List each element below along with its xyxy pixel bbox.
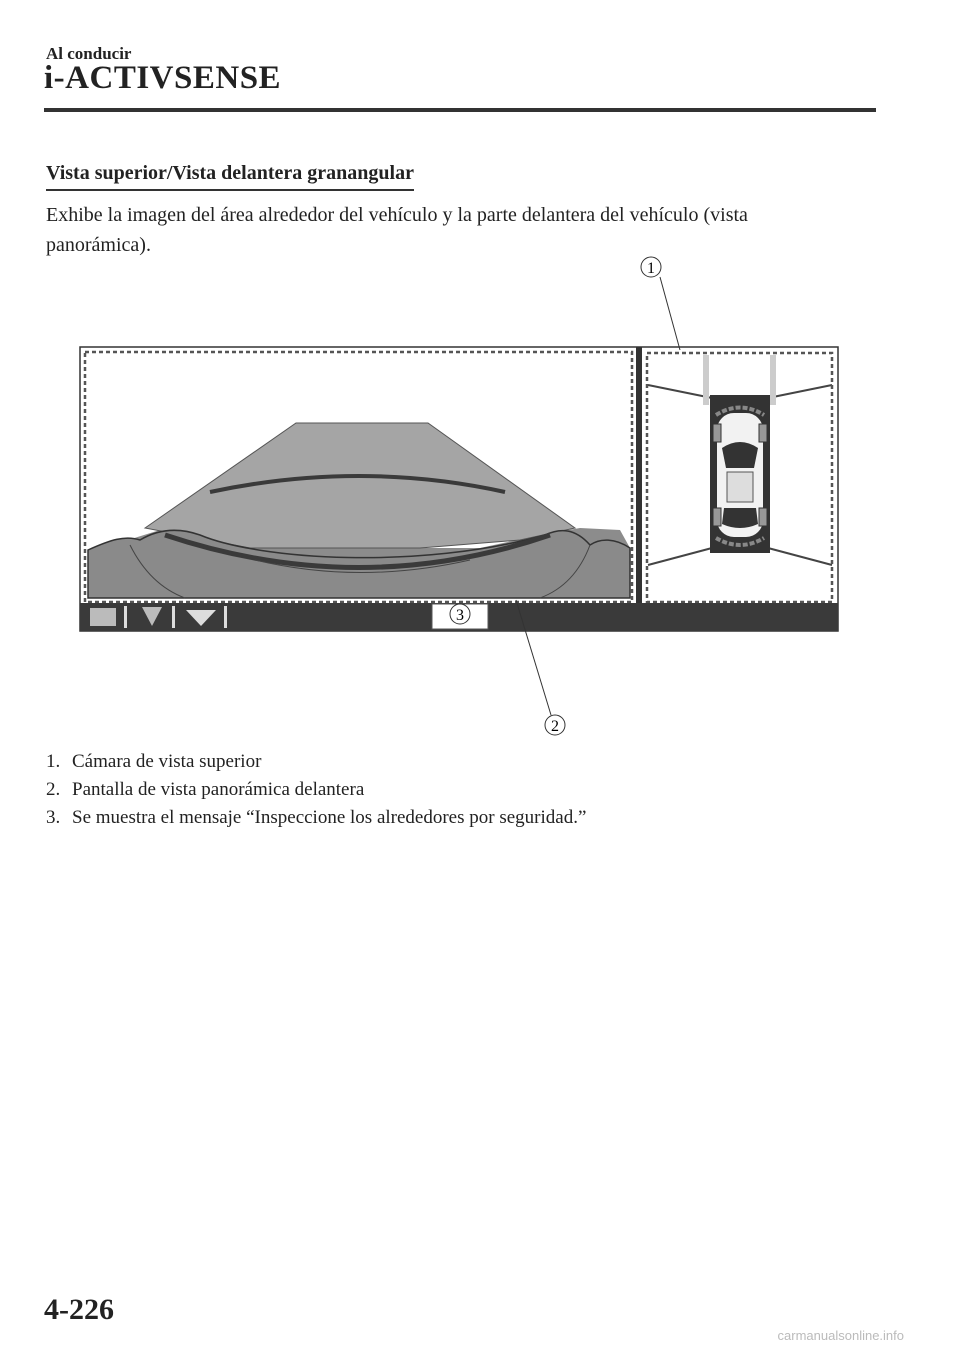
callout-3 xyxy=(450,604,470,624)
caption-number: 1. xyxy=(46,751,61,772)
svg-text:3: 3 xyxy=(456,607,464,624)
caption-number: 2. xyxy=(46,779,61,800)
svg-text:1: 1 xyxy=(647,260,655,277)
subheading: Vista superior/Vista delantera granangular xyxy=(46,162,414,191)
description-paragraph: Exhibe la imagen del área alrededor del vehículo y la parte delantera del vehículo (vista panorámica). xyxy=(46,204,748,256)
caption-list xyxy=(46,748,586,832)
svg-text:2: 2 xyxy=(551,718,559,735)
callout-1 xyxy=(641,257,680,350)
caption-text: Pantalla de vista panorámica delantera xyxy=(72,779,365,800)
page-number: 4-226 xyxy=(44,1293,114,1326)
section-label: Al conducir xyxy=(46,44,132,63)
chapter-title: i-ACTIVSENSE xyxy=(44,60,282,96)
caption-text: Se muestra el mensaje “Inspeccione los alrededores por seguridad.” xyxy=(72,807,587,828)
caption-item xyxy=(46,748,586,776)
caption-number: 3. xyxy=(46,807,61,828)
caption-item xyxy=(46,804,586,832)
caption-text: Cámara de vista superior xyxy=(72,751,262,772)
watermark: carmanualsonline.info xyxy=(777,1328,904,1343)
caption-item xyxy=(46,776,586,804)
